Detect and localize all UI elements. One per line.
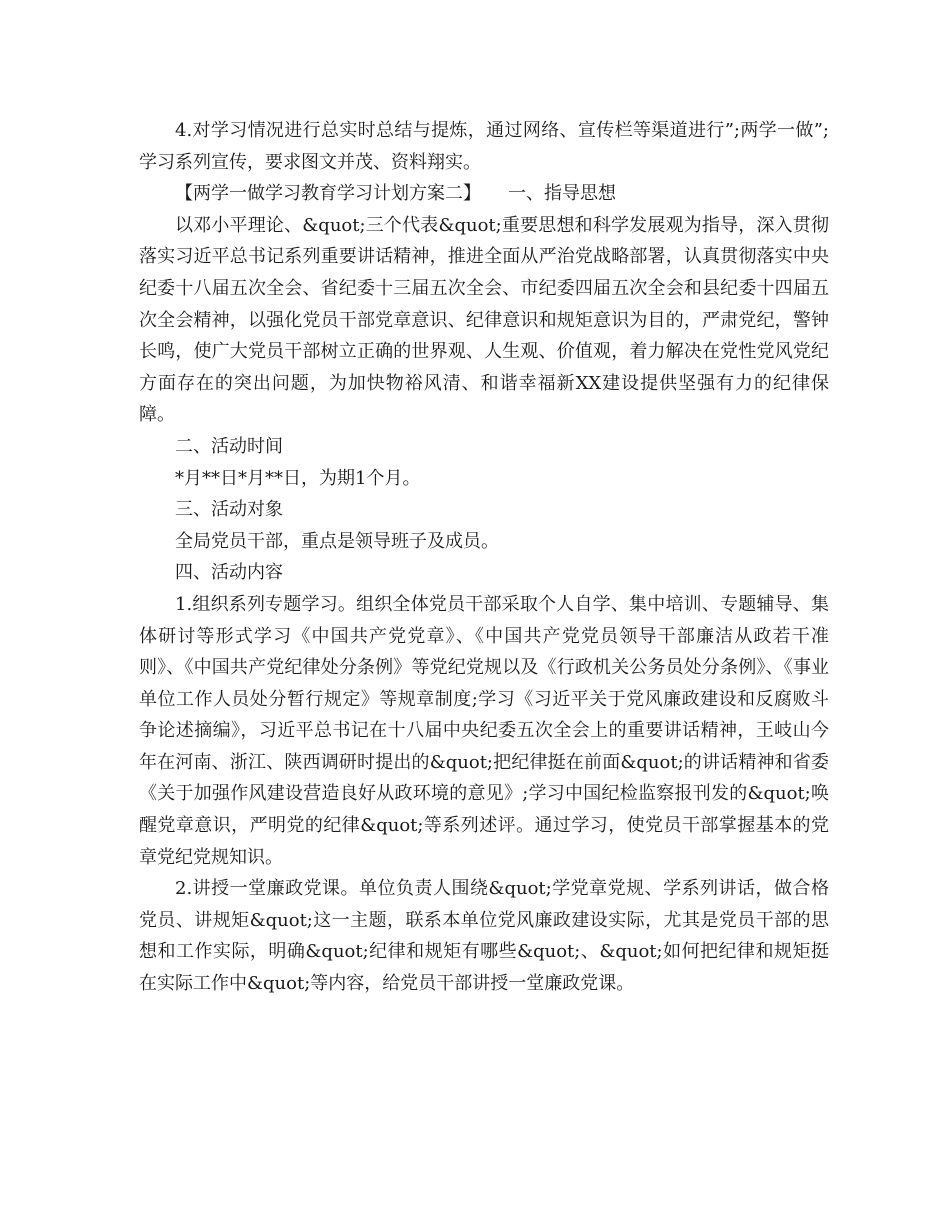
paragraph-item-4-summary: 4.对学习情况进行总实时总结与提炼，通过网络、宣传栏等渠道进行”;两学一做”;学习系列宣传，要求图文并茂、资料翔实。 xyxy=(139,120,829,173)
heading-activity-time: 二、活动时间 xyxy=(175,435,283,457)
paragraph-activity-time: *月**日*月**日，为期1个月。 xyxy=(175,467,421,489)
heading-activity-target: 三、活动对象 xyxy=(175,499,283,521)
paragraph-content-item-2: 2.讲授一堂廉政党课。单位负责人围绕&quot;学党章党规、学系列讲话，做合格党员、讲规矩&quot;这一主题，联系本单位党风廉政建设实际，尤其是党员干部的思想和工作实际，明确&quot;纪律和规矩有哪些&quot;、&quot;如何把纪律和规矩挺在实际工作中&quot;等内容，给党员干部讲授一堂廉政党课。 xyxy=(139,878,829,995)
section-title-plan-two: 【两学一做学习教育学习计划方案二】 一、指导思想 xyxy=(175,183,616,205)
paragraph-content-item-1: 1.组织系列专题学习。组织全体党员干部采取个人自学、集中培训、专题辅导、集体研讨等形式学习《中国共产党党章》、《中国共产党党员领导干部廉洁从政若干准则》、《中国共产党纪律处分条例》等党纪党规以及《行政机关公务员处分条例》、《事业单位工作人员处分暂行规定》等规章制度;学习《习近平关于党风廉政建设和反腐败斗争论述摘编》，习近平总书记在十八届中央纪委五次全会上的重要讲话精神，王岐山今年在河南、浙江、陕西调研时提出的&quot;把纪律挺在前面&quot;的讲话精神和省委《关于加强作风建设营造良好从政环境的意见》;学习中国纪检监察报刊发的&quot;唤醒党章意识，严明党的纪律&quot;等系列述评。通过学习，使党员干部掌握基本的党章党纪党规知识。 xyxy=(139,593,829,868)
paragraph-activity-target: 全局党员干部，重点是领导班子及成员。 xyxy=(175,530,499,552)
heading-activity-content: 四、活动内容 xyxy=(175,562,283,584)
paragraph-guiding-thought: 以邓小平理论、&quot;三个代表&quot;重要思想和科学发展观为指导，深入贯彻落实习近平总书记系列重要讲话精神，推进全面从严治党战略部署，认真贯彻落实中央纪委十八届五次全会、省纪委十三届五次全会、市纪委四届五次全会和县纪委十四届五次全会精神，以强化党员干部党章意识、纪律意识和规矩意识为目的，严肃党纪，警钟长鸣，使广大党员干部树立正确的世界观、人生观、价值观，着力解决在党性党风党纪方面存在的突出问题，为加快物裕风清、和谐幸福新XX建设提供坚强有力的纪律保障。 xyxy=(139,214,829,426)
document-page xyxy=(139,115,829,1000)
